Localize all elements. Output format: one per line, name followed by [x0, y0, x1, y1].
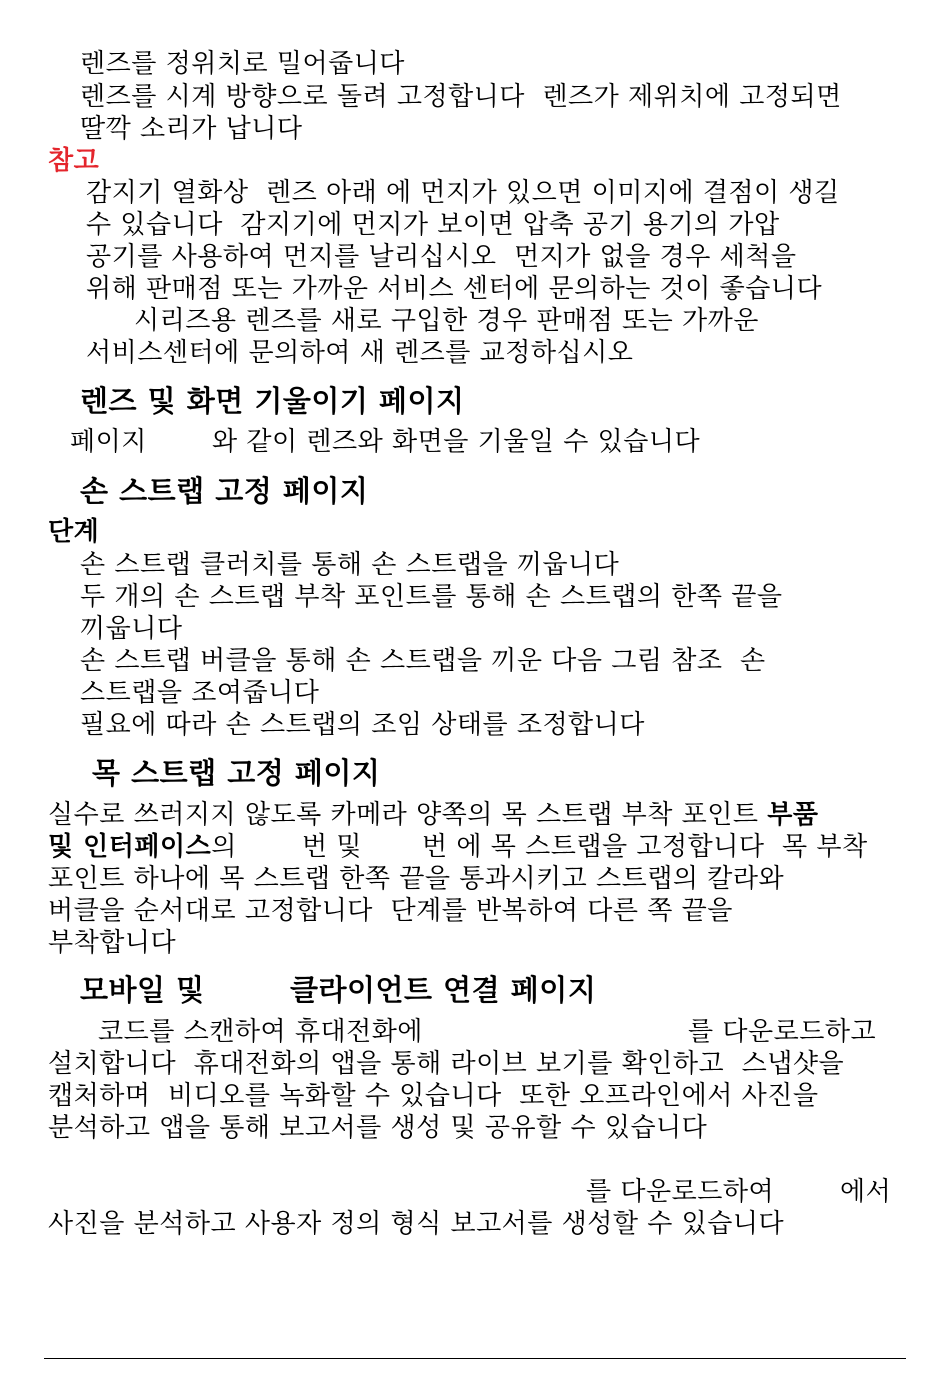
note-label: 참고: [48, 146, 100, 176]
step-line-2: 렌즈를 시계 방향으로 돌려 고정합니다 렌즈가 제위치에 고정되면: [80, 82, 842, 112]
hand-strap-line-4: 손 스트랩 버클을 통해 손 스트랩을 끼운 다음 그림 참조 손: [80, 646, 766, 676]
neck-strap-line-1: [48, 799, 819, 831]
note-line-3: 공기를 사용하여 먼지를 날리십시오 먼지가 없을 경우 세척을: [86, 242, 797, 272]
note-line-6: 서비스센터에 문의하여 새 렌즈를 교정하십시오: [86, 338, 634, 368]
mobile-heading-a: 모바일 및: [80, 973, 205, 1007]
mobile-heading-b: 클라이언트 연결 페이지: [290, 973, 597, 1007]
hand-strap-heading: 손 스트랩 고정 페이지: [80, 474, 369, 508]
neck-strap-line-2: [48, 831, 237, 863]
mobile-line-2: 설치합니다 휴대전화의 앱을 통해 라이브 보기를 확인하고 스냅샷을: [48, 1049, 845, 1079]
mobile-line-3: 캡처하며 비디오를 녹화할 수 있습니다 또한 오프라인에서 사진을: [48, 1081, 819, 1111]
hand-strap-line-6: 필요에 따라 손 스트랩의 조임 상태를 조정합니다: [80, 710, 645, 740]
neck-strap-line-2-b: 번 및: [302, 832, 362, 862]
note-line-4: 위해 판매점 또는 가까운 서비스 센터에 문의하는 것이 좋습니다: [86, 274, 823, 304]
neck-strap-line-3: 포인트 하나에 목 스트랩 한쪽 끝을 통과시키고 스트랩의 칼라와: [48, 864, 785, 894]
mobile-line-1-b: 를 다운로드하고: [688, 1017, 877, 1047]
hand-strap-line-3: 끼웁니다: [80, 614, 183, 644]
neck-strap-line-2-bold: 및 인터페이스: [48, 832, 212, 862]
neck-strap-heading: 목 스트랩 고정 페이지: [92, 756, 381, 790]
note-line-5: 시리즈용 렌즈를 새로 구입한 경우 판매점 또는 가까운: [134, 306, 759, 336]
step-line-3: 딸깍 소리가 납니다: [80, 114, 303, 144]
note-line-2: 수 있습니다 감지기에 먼지가 보이면 압축 공기 용기의 가압: [86, 210, 780, 240]
tilt-body-a: 페이지: [70, 427, 147, 457]
mobile-line-4: 분석하고 앱을 통해 보고서를 생성 및 공유할 수 있습니다: [48, 1113, 708, 1143]
steps-label: 단계: [48, 517, 100, 547]
neck-strap-line-1-bold: 부품: [767, 800, 819, 830]
neck-strap-line-5: 부착합니다: [48, 928, 177, 958]
hand-strap-line-5: 스트랩을 조여줍니다: [80, 678, 320, 708]
hand-strap-line-1: 손 스트랩 클러치를 통해 손 스트랩을 끼웁니다: [80, 550, 620, 580]
hand-strap-line-2: 두 개의 손 스트랩 부착 포인트를 통해 손 스트랩의 한쪽 끝을: [80, 582, 783, 612]
neck-strap-line-4: 버클을 순서대로 고정합니다 단계를 반복하여 다른 쪽 끝을: [48, 896, 733, 926]
tilt-body-b: 와 같이 렌즈와 화면을 기울일 수 있습니다: [212, 427, 701, 457]
neck-strap-line-2-text-a: 의: [211, 832, 237, 862]
mobile-line-5-a: 를 다운로드하여: [586, 1177, 775, 1207]
mobile-line-6: 사진을 분석하고 사용자 정의 형식 보고서를 생성할 수 있습니다: [48, 1209, 785, 1239]
mobile-line-5-b: 에서: [840, 1177, 892, 1207]
neck-strap-line-2-c: 번 에 목 스트랩을 고정합니다 목 부착: [422, 832, 868, 862]
step-line-1: 렌즈를 정위치로 밀어줍니다: [80, 49, 405, 79]
tilt-heading: 렌즈 및 화면 기울이기 페이지: [80, 384, 465, 418]
mobile-line-1-a: 코드를 스캔하여 휴대전화에: [98, 1017, 423, 1047]
neck-strap-line-1-text: 실수로 쓰러지지 않도록 카메라 양쪽의 목 스트랩 부착 포인트: [48, 800, 768, 830]
note-line-1: 감지기 열화상 렌즈 아래 에 먼지가 있으면 이미지에 결점이 생길: [86, 178, 840, 208]
footer-rule: [44, 1358, 906, 1359]
